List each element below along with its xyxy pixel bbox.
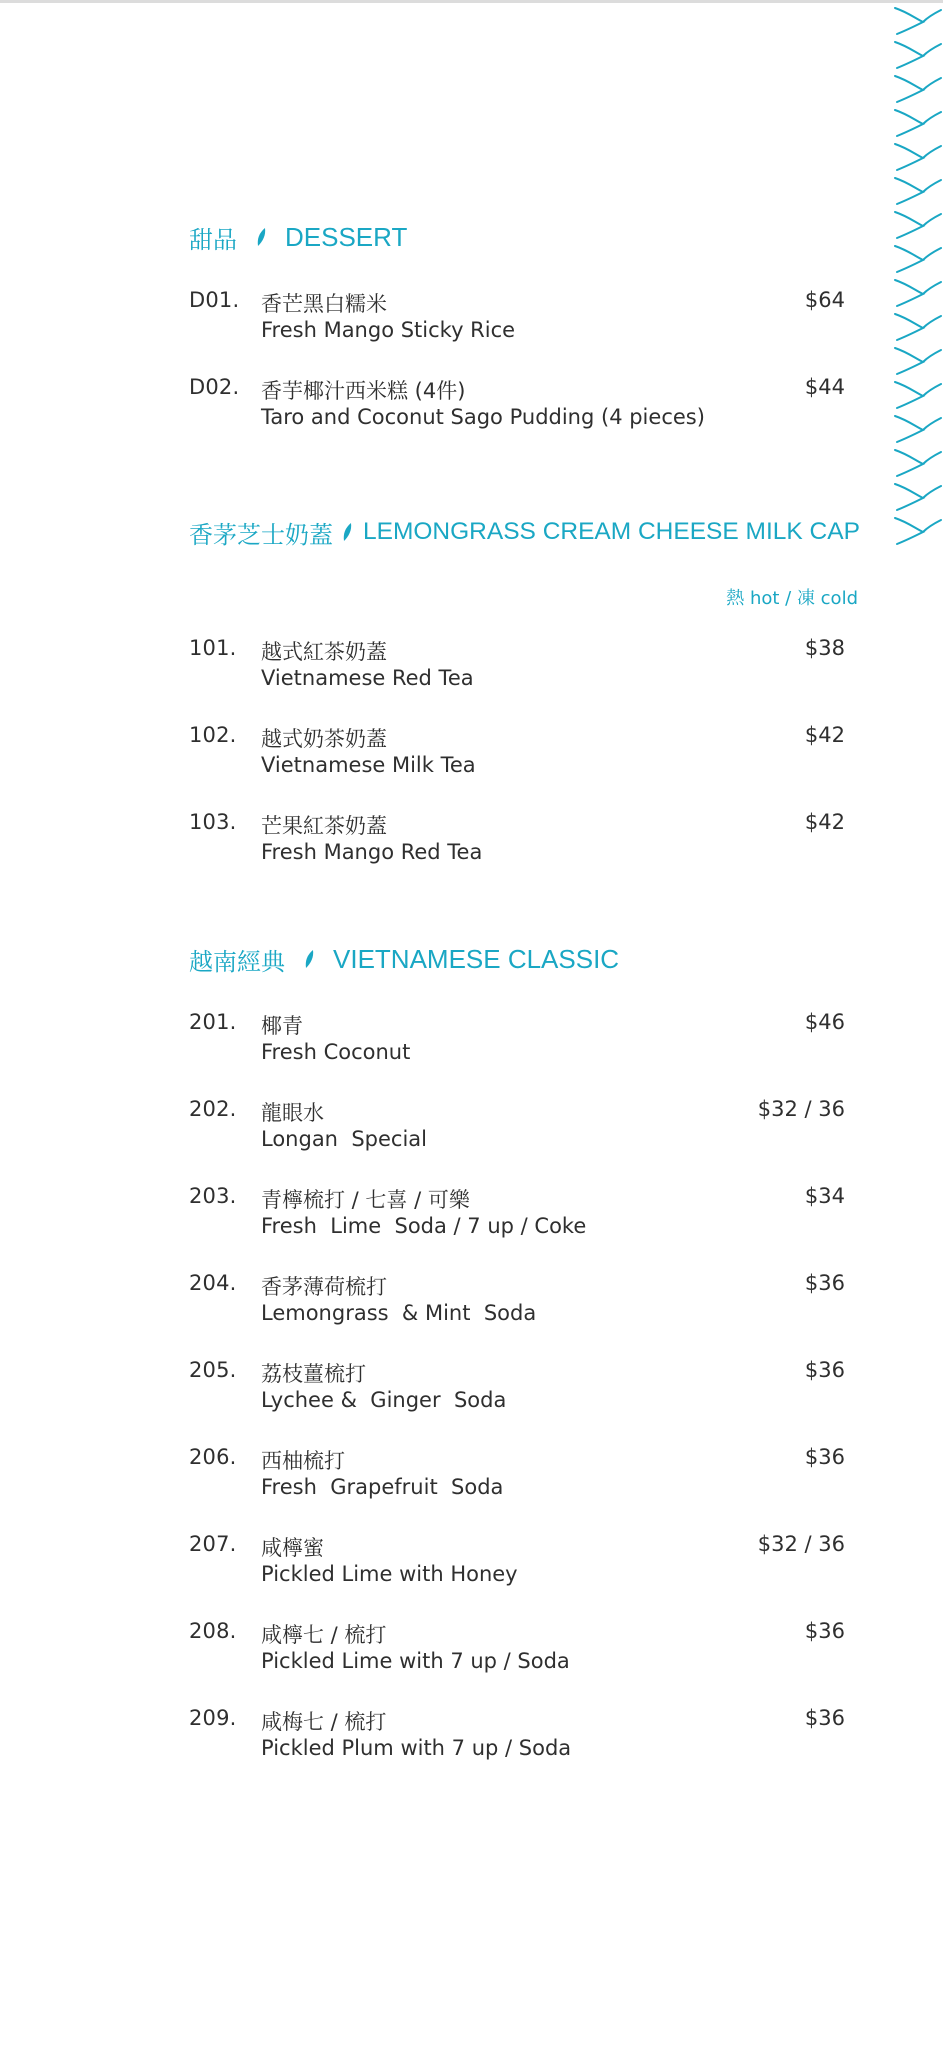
item-price: $36: [804, 1271, 845, 1295]
item-name-en: Lychee & Ginger Soda: [261, 1388, 507, 1412]
leaf-icon: [341, 522, 355, 542]
wave-stroke: [895, 110, 941, 136]
wave-stroke: [895, 144, 941, 170]
item-price: $36: [804, 1358, 845, 1382]
item-code: 206.: [189, 1445, 237, 1469]
wave-stroke: [895, 484, 941, 510]
menu-item-207: [189, 1532, 849, 1596]
item-code: 201.: [189, 1010, 237, 1034]
item-name-zh: 咸檸蜜: [261, 1536, 324, 1560]
wave-stroke: [895, 76, 941, 102]
item-code: 203.: [189, 1184, 237, 1208]
wave-stroke: [895, 178, 941, 204]
item-name-en: Fresh Coconut: [261, 1040, 411, 1064]
item-code: D01.: [189, 288, 240, 312]
item-code: 207.: [189, 1532, 237, 1556]
wave-stroke: [895, 382, 941, 408]
item-name-zh: 椰青: [261, 1014, 303, 1038]
wave-stroke: [895, 246, 941, 272]
item-price: $32 / 36: [757, 1097, 845, 1121]
item-name-en: Pickled Lime with Honey: [261, 1562, 518, 1586]
section-heading-lemongrass: [189, 514, 860, 550]
item-code: 102.: [189, 723, 237, 747]
section-title-en: LEMONGRASS CREAM CHEESE MILK CAP: [363, 518, 860, 545]
item-price: $34: [804, 1184, 845, 1208]
leaf-icon: [255, 227, 269, 247]
wave-stroke: [895, 450, 941, 476]
item-price: $38: [804, 636, 845, 660]
menu-item-202: [189, 1097, 849, 1161]
item-price: $32 / 36: [757, 1532, 845, 1556]
item-name-zh: 咸檸七 / 梳打: [261, 1623, 387, 1647]
item-name-en: Fresh Grapefruit Soda: [261, 1475, 504, 1499]
wave-stroke: [895, 8, 941, 34]
item-name-zh: 青檸梳打 / 七喜 / 可樂: [261, 1188, 470, 1212]
temperature-note: 熱 hot / 凍 cold: [726, 588, 858, 609]
item-name-en: Fresh Mango Sticky Rice: [261, 318, 516, 342]
item-name-en: Lemongrass & Mint Soda: [261, 1301, 537, 1325]
menu-item-203: [189, 1184, 849, 1248]
item-price: $36: [804, 1445, 845, 1469]
item-code: D02.: [189, 375, 240, 399]
item-name-en: Vietnamese Red Tea: [261, 666, 474, 690]
section-title-zh: 香茅芝士奶蓋: [189, 520, 333, 549]
item-name-zh: 西柚梳打: [261, 1449, 345, 1473]
menu-item-102: [189, 723, 849, 787]
item-price: $64: [804, 288, 845, 312]
menu-item-d01: [189, 288, 849, 352]
item-price: $42: [804, 810, 845, 834]
item-price: $44: [804, 375, 845, 399]
item-name-zh: 咸梅七 / 梳打: [261, 1710, 387, 1734]
item-name-zh: 荔枝薑梳打: [261, 1362, 366, 1386]
wave-stroke: [895, 518, 941, 544]
section-title-en: VIETNAMESE CLASSIC: [333, 943, 620, 974]
menu-item-103: [189, 810, 849, 874]
menu-item-d02: [189, 375, 849, 439]
section-heading-vietnamese-classic: [189, 941, 619, 977]
item-name-zh: 越式奶茶奶蓋: [261, 727, 387, 751]
wave-border-icon: [893, 0, 943, 560]
item-name-zh: 香芋椰汁西米糕 (4件): [261, 379, 466, 403]
top-divider: [0, 0, 943, 3]
item-code: 205.: [189, 1358, 237, 1382]
item-code: 208.: [189, 1619, 237, 1643]
item-code: 101.: [189, 636, 237, 660]
item-name-en: Taro and Coconut Sago Pudding (4 pieces): [261, 405, 705, 429]
item-name-en: Longan Special: [261, 1127, 428, 1151]
item-name-en: Fresh Mango Red Tea: [261, 840, 483, 864]
wave-stroke: [895, 280, 941, 306]
item-name-en: Vietnamese Milk Tea: [261, 753, 476, 777]
item-name-en: Pickled Lime with 7 up / Soda: [261, 1649, 570, 1673]
section-title-en: DESSERT: [285, 221, 408, 252]
item-name-en: Pickled Plum with 7 up / Soda: [261, 1736, 572, 1760]
item-code: 204.: [189, 1271, 237, 1295]
menu-item-209: [189, 1706, 849, 1770]
item-name-zh: 芒果紅茶奶蓋: [261, 814, 387, 838]
wave-stroke: [895, 314, 941, 340]
wave-stroke: [895, 212, 941, 238]
menu-item-208: [189, 1619, 849, 1683]
item-name-zh: 越式紅茶奶蓋: [261, 640, 387, 664]
wave-stroke: [895, 348, 941, 374]
section-heading-dessert: [189, 219, 407, 255]
section-title-zh: 越南經典: [189, 947, 285, 976]
item-name-zh: 龍眼水: [261, 1101, 324, 1125]
leaf-icon: [303, 949, 317, 969]
menu-item-205: [189, 1358, 849, 1422]
item-name-zh: 香茅薄荷梳打: [261, 1275, 387, 1299]
section-title-zh: 甜品: [189, 225, 237, 254]
item-code: 103.: [189, 810, 237, 834]
item-code: 209.: [189, 1706, 237, 1730]
menu-item-101: [189, 636, 849, 700]
menu-item-206: [189, 1445, 849, 1509]
item-code: 202.: [189, 1097, 237, 1121]
wave-stroke: [895, 42, 941, 68]
item-price: $36: [804, 1706, 845, 1730]
item-price: $42: [804, 723, 845, 747]
wave-stroke: [895, 416, 941, 442]
menu-item-201: [189, 1010, 849, 1074]
item-price: $46: [804, 1010, 845, 1034]
menu-item-204: [189, 1271, 849, 1335]
item-name-zh: 香芒黑白糯米: [261, 292, 387, 316]
item-price: $36: [804, 1619, 845, 1643]
item-name-en: Fresh Lime Soda / 7 up / Coke: [261, 1214, 587, 1238]
